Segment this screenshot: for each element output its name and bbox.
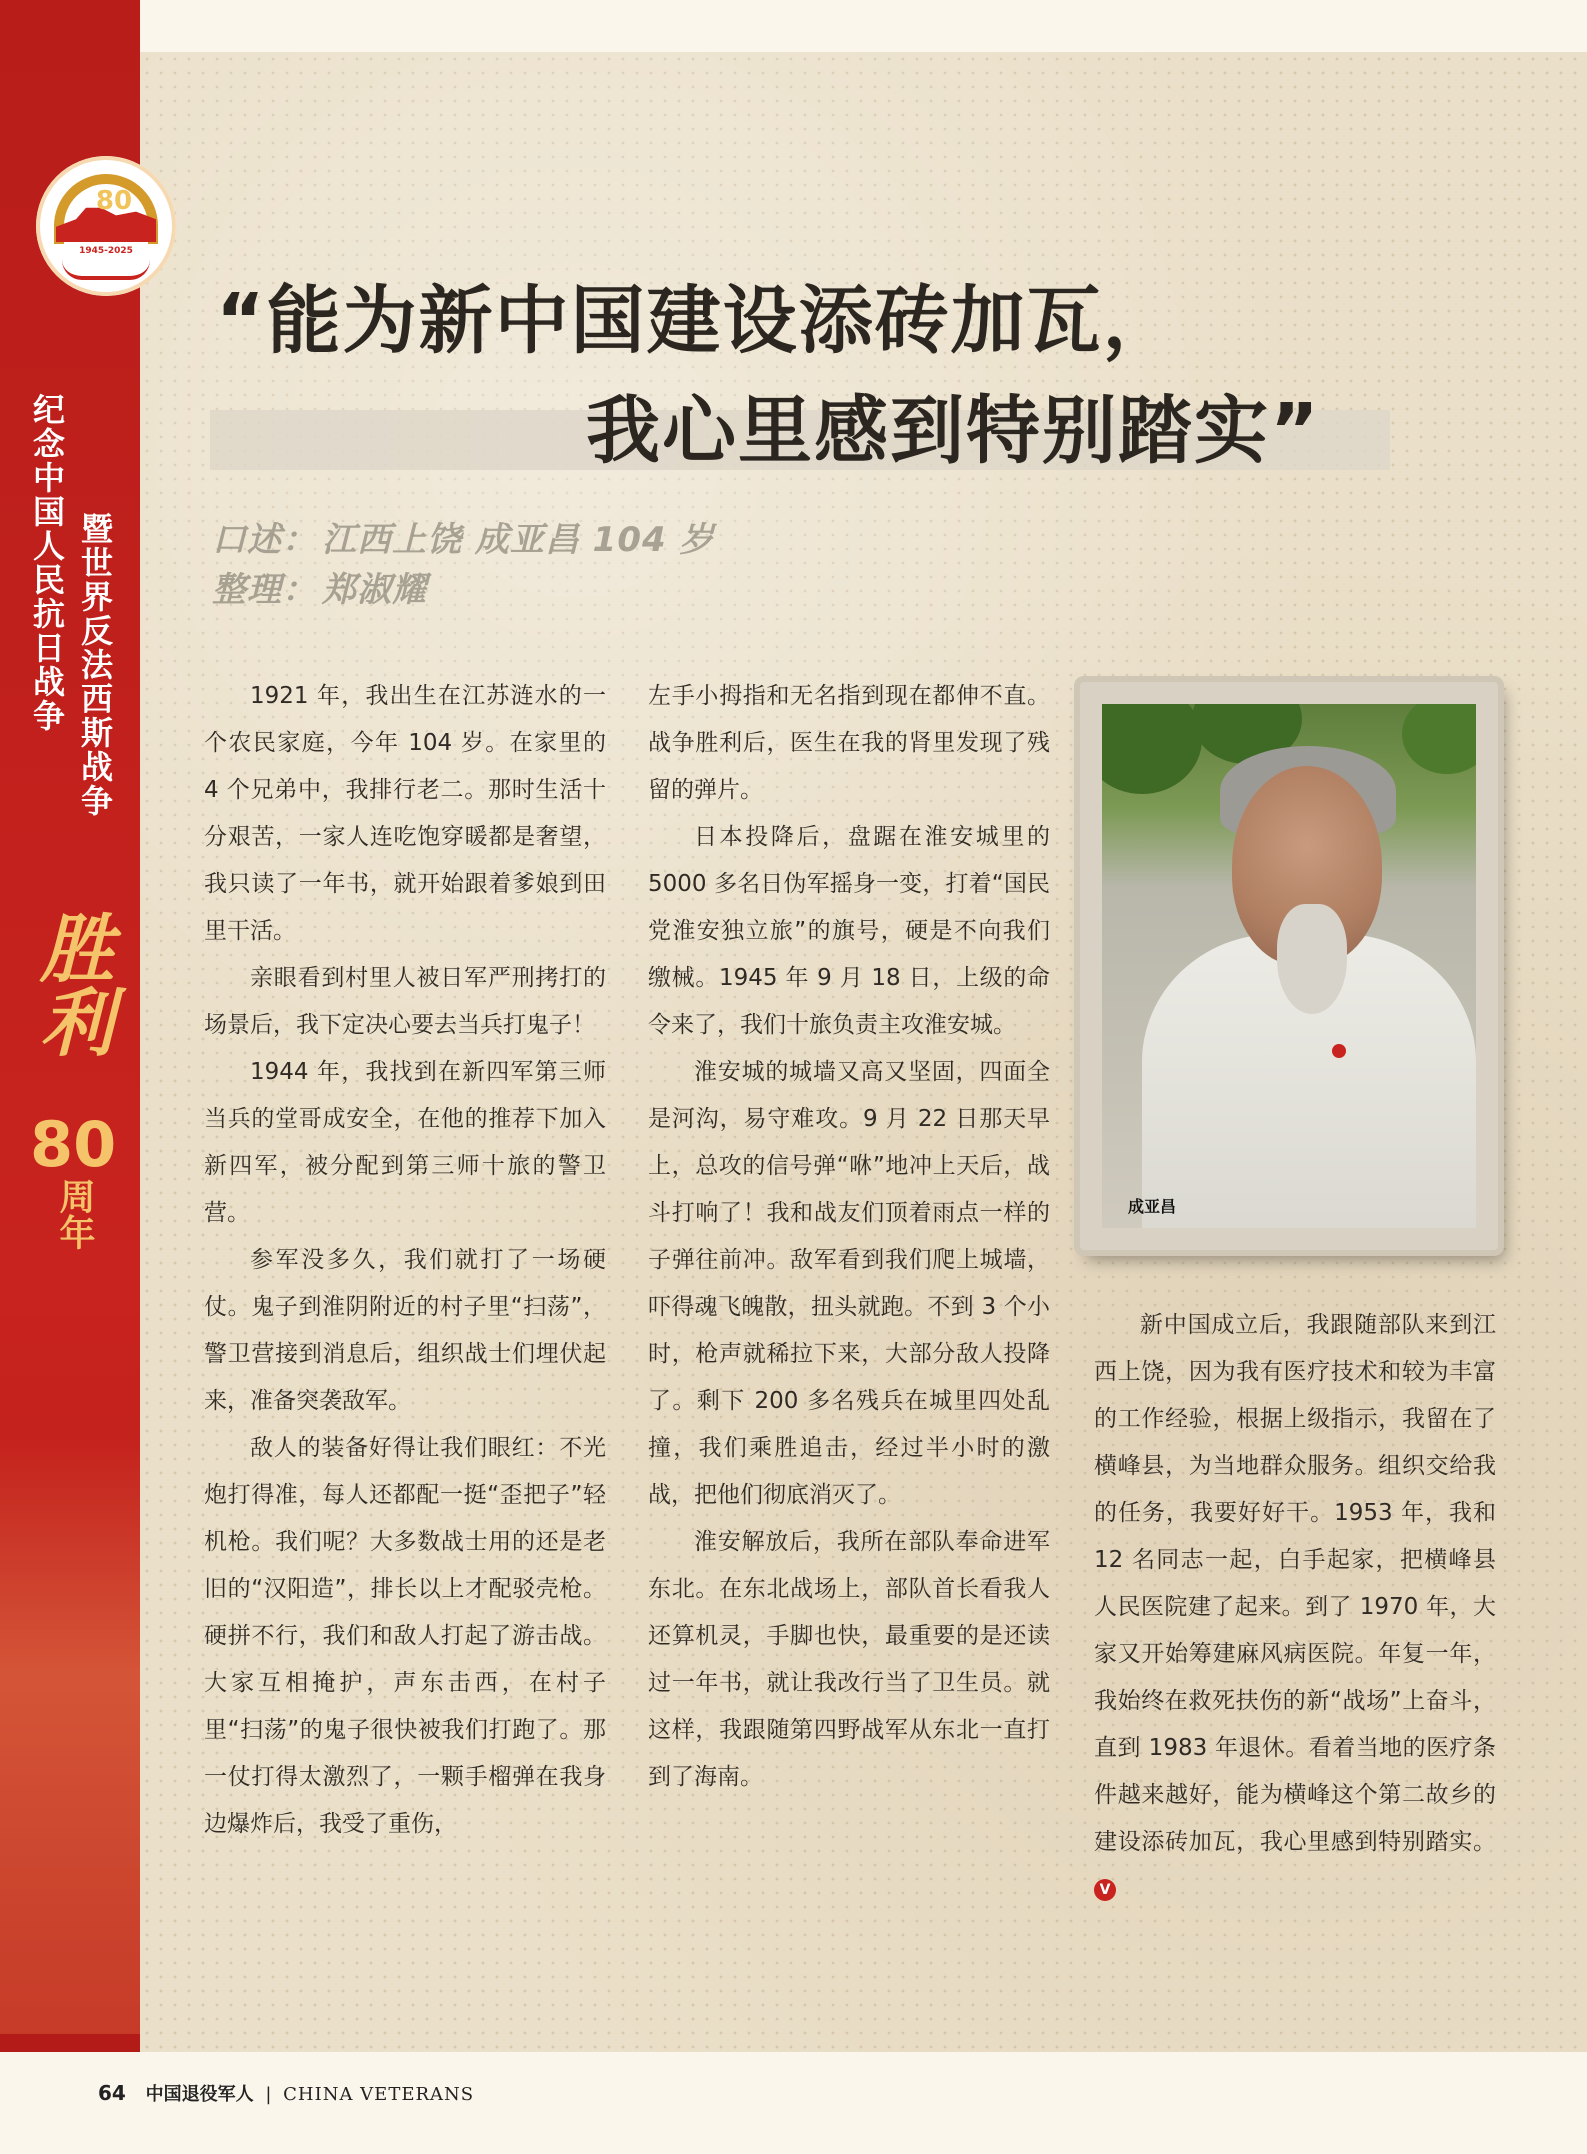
end-mark-icon: V	[1094, 1879, 1116, 1901]
paragraph: 1921 年，我出生在江苏涟水的一个农民家庭，今年 104 岁。在家里的 4 个兄弟中，我排行老二。那时生活十分艰苦，一家人连吃饱穿暖都是奢望，我只读了一年书，就开始跟着爹娘到田里干活。	[204, 683, 606, 944]
victory-calligraphy: 胜利	[28, 910, 114, 1058]
paragraph: 亲眼看到村里人被日军严刑拷打的场景后，我下定决心要去当兵打鬼子！	[204, 965, 606, 1038]
paragraph	[1094, 1302, 1496, 1913]
narrator-label: 口述：	[212, 520, 317, 560]
paragraph: 1944 年，我找到在新四军第三师当兵的堂哥成安全，在他的推荐下加入新四军，被分配到第三师十旅的警卫营。	[204, 1059, 606, 1226]
footer-separator: |	[265, 2084, 272, 2105]
article-title-line-1: “能为新中国建设添砖加瓦，	[216, 278, 1179, 364]
portrait-beard	[1277, 904, 1347, 1014]
magazine-name-cn: 中国退役军人	[145, 2084, 254, 2105]
article-column-1	[204, 673, 606, 1848]
page-footer	[98, 2080, 474, 2106]
paragraph-continuation: 左手小拇指和无名指到现在都伸不直。战争胜利后，医生在我的肾里发现了残留的弹片。	[648, 683, 1050, 803]
victory-number: 80	[30, 1108, 117, 1181]
party-badge-icon	[1332, 1044, 1346, 1058]
narrator: 江西上饶 成亚昌 104 岁	[322, 520, 715, 560]
emblem-number: 80	[95, 186, 133, 216]
sidebar-title-column-2: 暨世界反法西斯战争	[76, 512, 114, 818]
top-margin	[140, 0, 1587, 52]
great-wall-decoration	[0, 1434, 140, 2034]
emblem-laurel-icon	[62, 260, 150, 280]
leaf-shape	[1102, 704, 1202, 794]
anniversary-emblem	[36, 156, 176, 296]
leaf-shape	[1402, 704, 1476, 774]
article-column-2	[648, 673, 1050, 1801]
editor-label: 整理：	[212, 570, 317, 610]
article-title-line-2: 我心里感到特别踏实”	[586, 388, 1321, 474]
editor: 郑淑耀	[322, 570, 427, 610]
paragraph: 淮安城的城墙又高又坚固，四面全是河沟，易守难攻。9 月 22 日那天早上，总攻的信号弹“咻”地冲上天后，战斗打响了！我和战友们顶着雨点一样的子弹往前冲。敌军看到我们爬上城墙，吓得魂飞魄散，扭头就跑。不到 3 个小时，枪声就稀拉下来，大部分敌人投降了。剩下 200 多名残兵在城里四处乱撞，我们乘胜追击，经过半小时的激战，把他们彻底消灭了。	[648, 1059, 1050, 1508]
photo-frame	[1080, 682, 1498, 1250]
paragraph: 参军没多久，我们就打了一场硬仗。鬼子到淮阴附近的村子里“扫荡”，警卫营接到消息后，组织战士们埋伏起来，准备突袭敌军。	[204, 1247, 606, 1414]
sidebar-banner	[0, 0, 140, 2154]
paragraph: 淮安解放后，我所在部队奉命进军东北。在东北战场上，部队首长看我人还算机灵，手脚也快，最重要的是还读过一年书，就让我改行当了卫生员。就这样，我跟随第四野战军从东北一直打到了海南。	[648, 1529, 1050, 1790]
page-number: 64	[98, 2081, 126, 2105]
portrait-photo	[1102, 704, 1476, 1228]
paragraph-text: 新中国成立后，我跟随部队来到江西上饶，因为我有医疗技术和较为丰富的工作经验，根据上级指示，我留在了横峰县，为当地群众服务。组织交给我的任务，我要好好干。1953 年，我和 12 名同志一起，白手起家，把横峰县人民医院建了起来。到了 1970 年，大家又开始筹建麻风病医院。年复一年，我始终在救死扶伤的新“战场”上奋斗，直到 1983 年退休。看着当地的医疗条件越来越好，能为横峰这个第二故乡的建设添砖加瓦，我心里感到特别踏实。	[1094, 1312, 1496, 1855]
victory-suffix: 周年	[54, 1178, 95, 1250]
emblem-years: 1945-2025	[79, 246, 133, 256]
paragraph: 日本投降后，盘踞在淮安城里的 5000 多名日伪军摇身一变，打着“国民党淮安独立旅”的旗号，硬是不向我们缴械。1945 年 9 月 18 日，上级的命令来了，我们十旅负责主攻淮安城。	[648, 824, 1050, 1038]
paragraph: 敌人的装备好得让我们眼红：不光炮打得准，每人还都配一挺“歪把子”轻机枪。我们呢？大多数战士用的还是老旧的“汉阳造”，排长以上才配驳壳枪。硬拼不行，我们和敌人打起了游击战。大家互相掩护，声东击西，在村子里“扫荡”的鬼子很快被我们打跑了。那一仗打得太激烈了，一颗手榴弹在我身边爆炸后，我受了重伤，	[204, 1435, 606, 1837]
sidebar-title-column-1: 纪念中国人民抗日战争	[28, 393, 66, 733]
magazine-name-en: CHINA VETERANS	[283, 2084, 475, 2105]
photo-caption: 成亚昌	[1128, 1197, 1177, 1216]
article-column-3	[1094, 1302, 1496, 1913]
